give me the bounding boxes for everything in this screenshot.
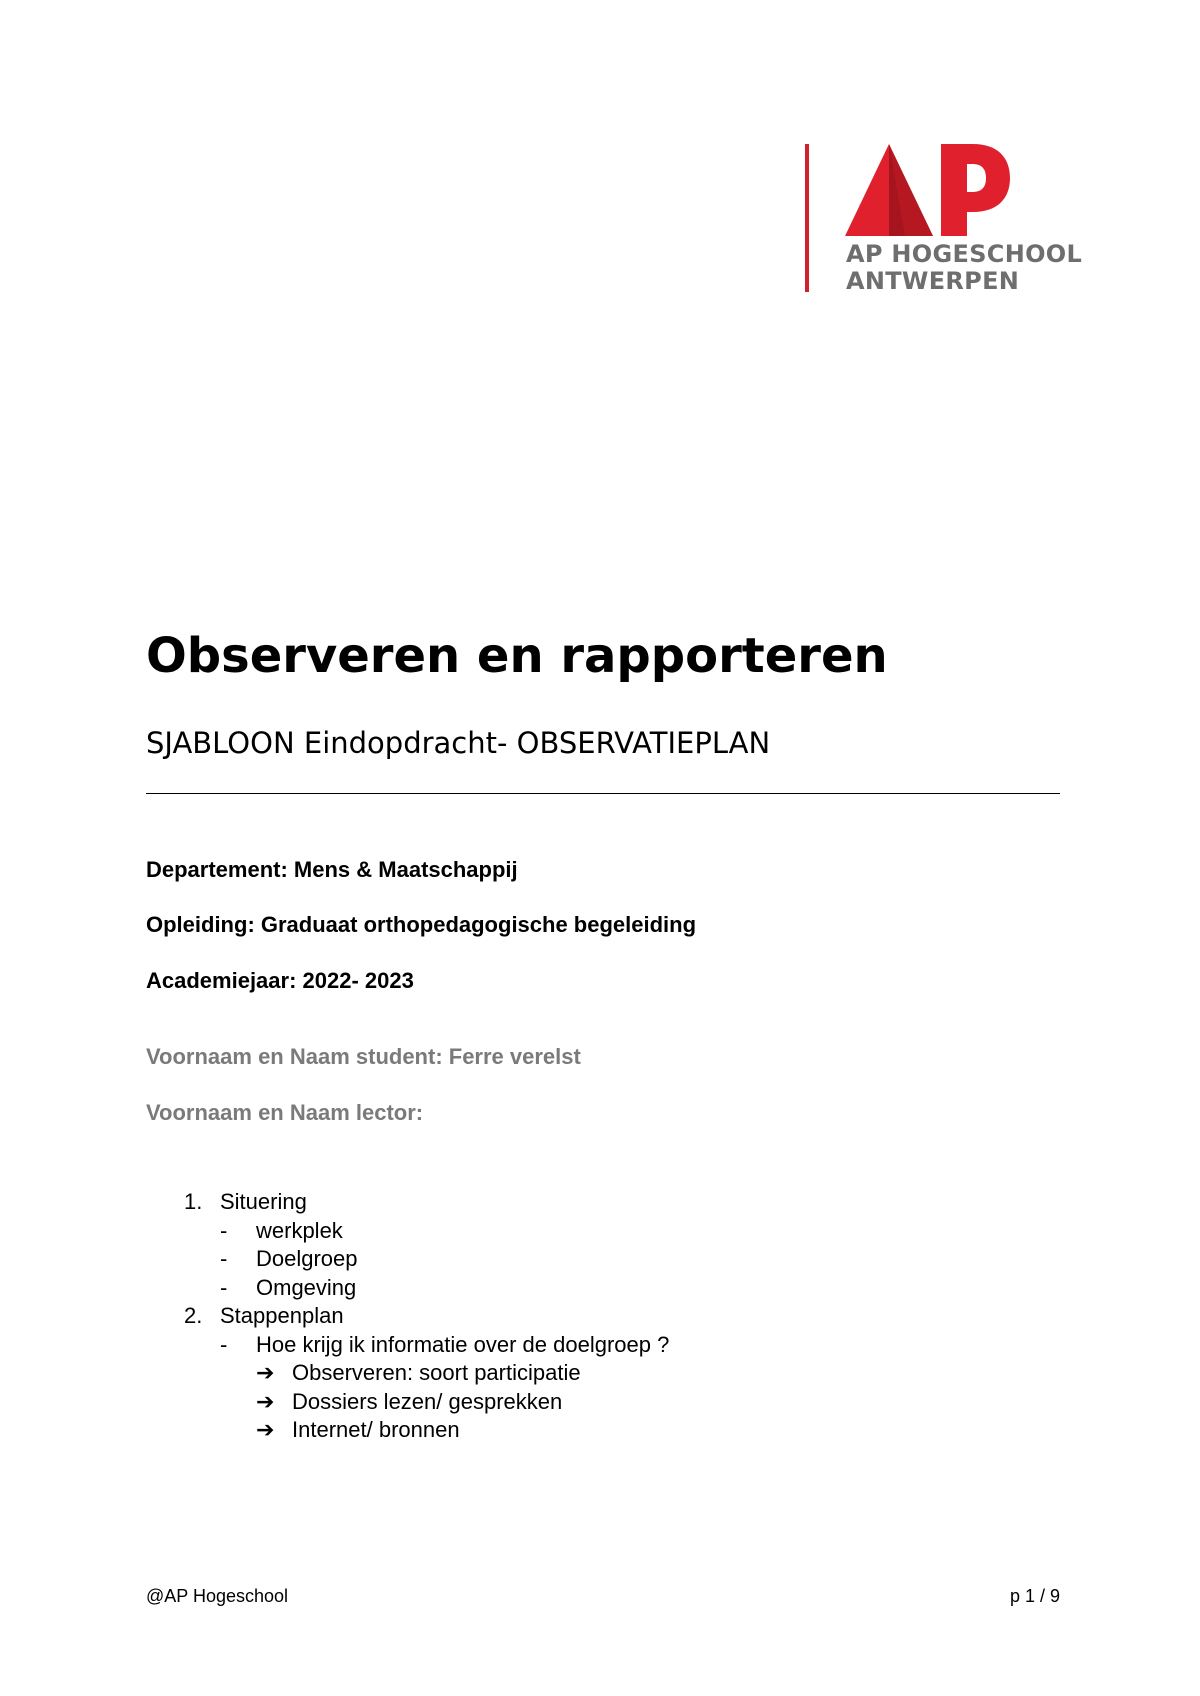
ap-logo-mark-icon — [845, 144, 1015, 236]
list-marker: 1. — [184, 1189, 203, 1214]
logo-line-2: ANTWERPEN — [846, 267, 1020, 295]
list-marker: - — [220, 1331, 228, 1357]
list-item-text: Situering — [220, 1189, 307, 1214]
field-student-name: Voornaam en Naam student: Ferre verelst — [146, 1044, 581, 1069]
logo-red-bar — [805, 144, 809, 292]
list-marker: 2. — [184, 1303, 203, 1328]
field-lector-name: Voornaam en Naam lector: — [146, 1100, 424, 1125]
ap-hogeschool-logo — [805, 144, 1083, 295]
list-item-text: Observeren: soort participatie — [292, 1360, 581, 1385]
list-marker: - — [220, 1246, 228, 1271]
list-item-text: Hoe krijg ik informatie over de doelgroep ? — [256, 1331, 670, 1357]
list-marker: - — [220, 1217, 228, 1243]
list-item-text: Omgeving — [256, 1274, 357, 1300]
field-departement: Departement: Mens & Maatschappij — [146, 857, 518, 882]
logo-line-1: AP HOGESCHOOL — [846, 240, 1083, 268]
page-number: p 1 / 9 — [1009, 1586, 1060, 1606]
list-item-text: Doelgroep — [256, 1246, 358, 1271]
field-opleiding: Opleiding: Graduaat orthopedagogische begeleiding — [146, 912, 697, 937]
list-marker: - — [220, 1274, 228, 1300]
arrow-right-icon: ➔ — [256, 1360, 275, 1385]
list-item-text: Dossiers lezen/ gesprekken — [292, 1388, 563, 1414]
document-title: Observeren en rapporteren — [146, 628, 888, 684]
title-divider — [146, 793, 1060, 794]
arrow-right-icon: ➔ — [256, 1388, 275, 1414]
arrow-right-icon: ➔ — [256, 1417, 275, 1442]
document-subtitle: SJABLOON Eindopdracht- OBSERVATIEPLAN — [146, 726, 771, 760]
list-item-text: werkplek — [256, 1217, 343, 1243]
logo-wordmark — [846, 241, 1082, 295]
footer-copyright: @AP Hogeschool — [146, 1586, 289, 1606]
field-academiejaar: Academiejaar: 2022- 2023 — [146, 968, 414, 993]
list-item-text: Stappenplan — [220, 1303, 344, 1328]
list-item-text: Internet/ bronnen — [292, 1417, 460, 1442]
